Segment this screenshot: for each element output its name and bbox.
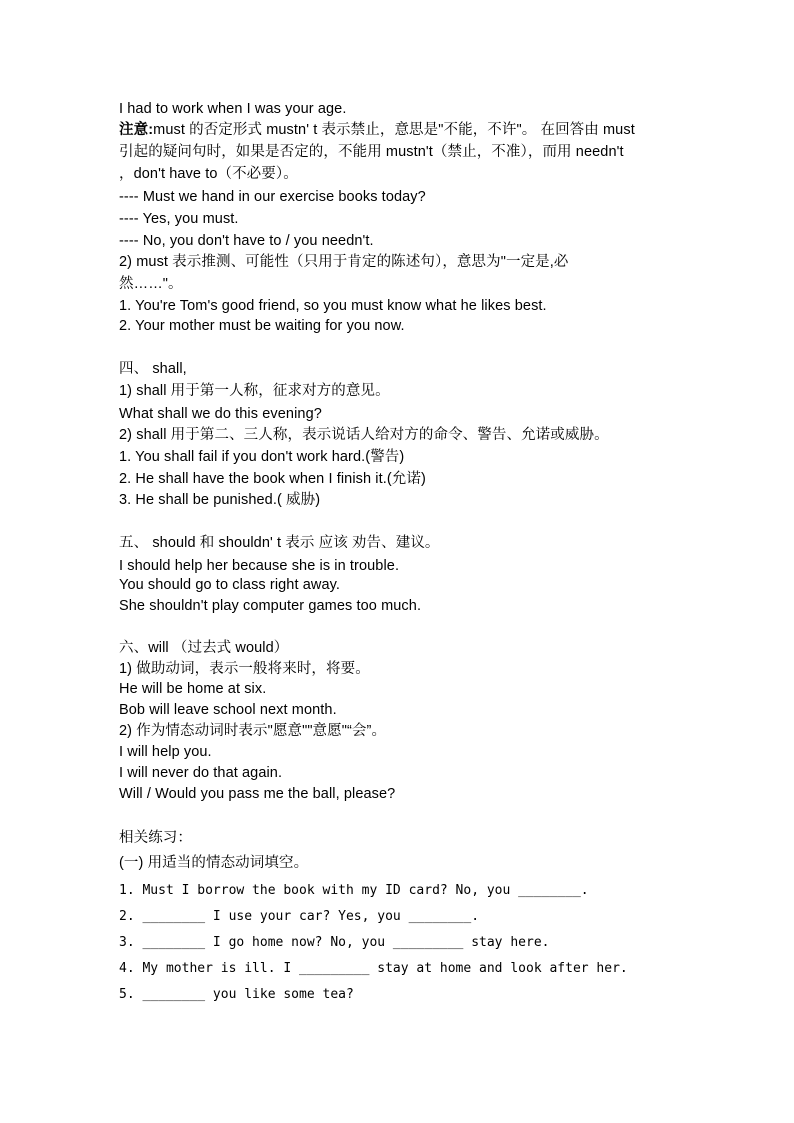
dialogue-line: ---- Yes, you must.: [119, 211, 239, 227]
exercise-item: 5. ________ you like some tea?: [119, 987, 354, 1002]
text-line: 2) shall 用于第二、三人称，表示说话人给对方的命令、警告、允诺或威胁。: [119, 427, 609, 443]
example-line: She shouldn't play computer games too much.: [119, 598, 422, 614]
note-line: [119, 120, 635, 140]
example-line: 3. He shall be punished.( 威胁): [119, 492, 321, 508]
text-line: 然……"。: [119, 276, 183, 292]
note-label: 注意:: [119, 122, 154, 138]
text-line: 1) 做助动词，表示一般将来时，将要。: [119, 661, 370, 677]
text-line: 2) 作为情态动词时表示"愿意""意愿"“会”。: [119, 723, 387, 739]
section-heading: 五、 should 和 shouldn' t 表示 应该 劝告、建议。: [119, 535, 440, 551]
example-line: Will / Would you pass me the ball, please?: [119, 786, 396, 802]
example-line: I will help you.: [119, 744, 212, 760]
example-line: You should go to class right away.: [119, 577, 341, 593]
example-line: He will be home at six.: [119, 681, 267, 697]
text-line: 1) shall 用于第一人称，征求对方的意见。: [119, 383, 390, 399]
example-line: 2. Your mother must be waiting for you now.: [119, 318, 405, 334]
text-line: 引起的疑问句时，如果是否定的，不能用 mustn't（禁止，不准），而用 needn't: [119, 144, 624, 160]
example-line: Bob will leave school next month.: [119, 702, 337, 718]
exercise-item: 1. Must I borrow the book with my ID card? No, you ________.: [119, 883, 589, 898]
example-line: I will never do that again.: [119, 765, 283, 781]
section-heading: 六、will （过去式 would）: [119, 640, 289, 656]
example-line: What shall we do this evening?: [119, 406, 322, 422]
example-line: 1. You're Tom's good friend, so you must know what he likes best.: [119, 298, 547, 314]
exercise-item: 2. ________ I use your car? Yes, you ________.: [119, 909, 480, 924]
example-line: I should help her because she is in trouble.: [119, 558, 400, 574]
exercise-item: 3. ________ I go home now? No, you _________ stay here.: [119, 935, 550, 950]
example-line: 1. You shall fail if you don't work hard.(警告): [119, 449, 405, 465]
example-line: 2. He shall have the book when I finish it.(允诺): [119, 471, 426, 487]
section-heading: 四、 shall,: [119, 361, 187, 377]
exercise-heading: 相关练习：: [119, 830, 192, 846]
text-line: 2) must 表示推测、可能性（只用于肯定的陈述句），意思为"一定是,必: [119, 254, 569, 270]
note-text: must 的否定形式 mustn' t 表示禁止，意思是"不能，不许"。 在回答由 must: [153, 122, 635, 138]
exercise-instruction: (一) 用适当的情态动词填空。: [119, 855, 309, 871]
dialogue-line: ---- No, you don't have to / you needn't.: [119, 233, 374, 249]
exercise-item: 4. My mother is ill. I _________ stay at home and look after her.: [119, 961, 628, 976]
text-line: ，don't have to（不必要）。: [119, 166, 298, 182]
text-line: I had to work when I was your age.: [119, 101, 347, 117]
dialogue-line: ---- Must we hand in our exercise books today?: [119, 189, 426, 205]
